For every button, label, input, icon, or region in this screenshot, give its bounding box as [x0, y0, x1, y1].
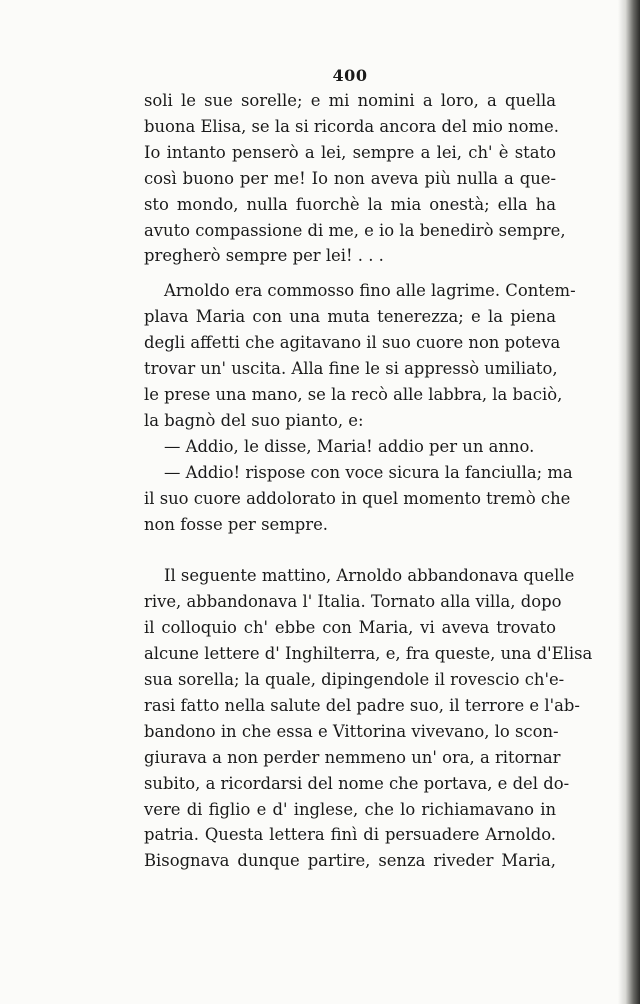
- page-number: 400: [332, 66, 368, 85]
- text-line: vere di figlio e d' inglese, che lo richiamavano in: [144, 799, 556, 819]
- dialogue-line: — Addio! rispose con voce sicura la fanciulla; ma: [164, 462, 573, 482]
- text-line: pregherò sempre per lei! . . .: [144, 246, 384, 266]
- page-edge-shadow: [618, 0, 640, 1004]
- text-line: sto mondo, nulla fuorchè la mia onestà; ella ha: [144, 194, 556, 214]
- text-line: Bisognava dunque partire, senza riveder Maria,: [144, 851, 556, 871]
- text-line: trovar un' uscita. Alla fine le si appressò umiliato,: [144, 359, 558, 379]
- text-line: la bagnò del suo pianto, e:: [144, 410, 364, 430]
- paragraph: [144, 460, 573, 538]
- text-line: giurava a non perder nemmeno un' ora, a ritornar: [144, 747, 561, 767]
- paragraph: [144, 278, 576, 433]
- paragraph: [144, 434, 556, 460]
- text-line: bandono in che essa e Vittorina vivevano, lo scon-: [144, 721, 559, 741]
- text-line: Io intanto penserò a lei, sempre a lei, ch' è stato: [144, 142, 556, 162]
- text-line: sua sorella; la quale, dipingendole il rovescio ch'e-: [144, 670, 565, 690]
- dialogue-line: — Addio, le disse, Maria! addio per un anno.: [164, 436, 535, 456]
- text-line: subito, a ricordarsi del nome che portava, e del do-: [144, 773, 570, 793]
- text-line: il suo cuore addolorato in quel momento tremò che: [144, 488, 571, 508]
- text-line: non fosse per sempre.: [144, 514, 328, 534]
- text-line: così buono per me! Io non aveva più nulla a que-: [144, 168, 556, 188]
- text-line: rasi fatto nella salute del padre suo, il terrore e l'ab-: [144, 695, 580, 715]
- text-line: patria. Questa lettera finì di persuadere Arnoldo.: [144, 825, 556, 845]
- text-line: degli affetti che agitavano il suo cuore non poteva: [144, 333, 561, 353]
- text-line: soli le sue sorelle; e mi nomini a loro, a quella: [144, 91, 556, 110]
- text-line: buona Elisa, se la si ricorda ancora del mio nome.: [144, 116, 559, 136]
- paragraph: [144, 563, 593, 874]
- text-line: avuto compassione di me, e io la benedirò sempre,: [144, 220, 566, 240]
- text-line: Il seguente mattino, Arnoldo abbandonava quelle: [164, 566, 575, 586]
- text-line: il colloquio ch' ebbe con Maria, vi aveva trovato: [144, 618, 556, 638]
- page-text: [144, 88, 593, 874]
- text-line: plava Maria con una muta tenerezza; e la piena: [144, 307, 556, 327]
- text-line: le prese una mano, se la recò alle labbra, la baciò,: [144, 384, 563, 404]
- text-line: rive, abbandonava l' Italia. Tornato alla villa, dopo: [144, 592, 562, 612]
- paragraph: [144, 88, 566, 269]
- text-line: alcune lettere d' Inghilterra, e, fra queste, una d'Elisa: [144, 644, 593, 664]
- text-line: Arnoldo era commosso fino alle lagrime. Contem-: [164, 281, 576, 301]
